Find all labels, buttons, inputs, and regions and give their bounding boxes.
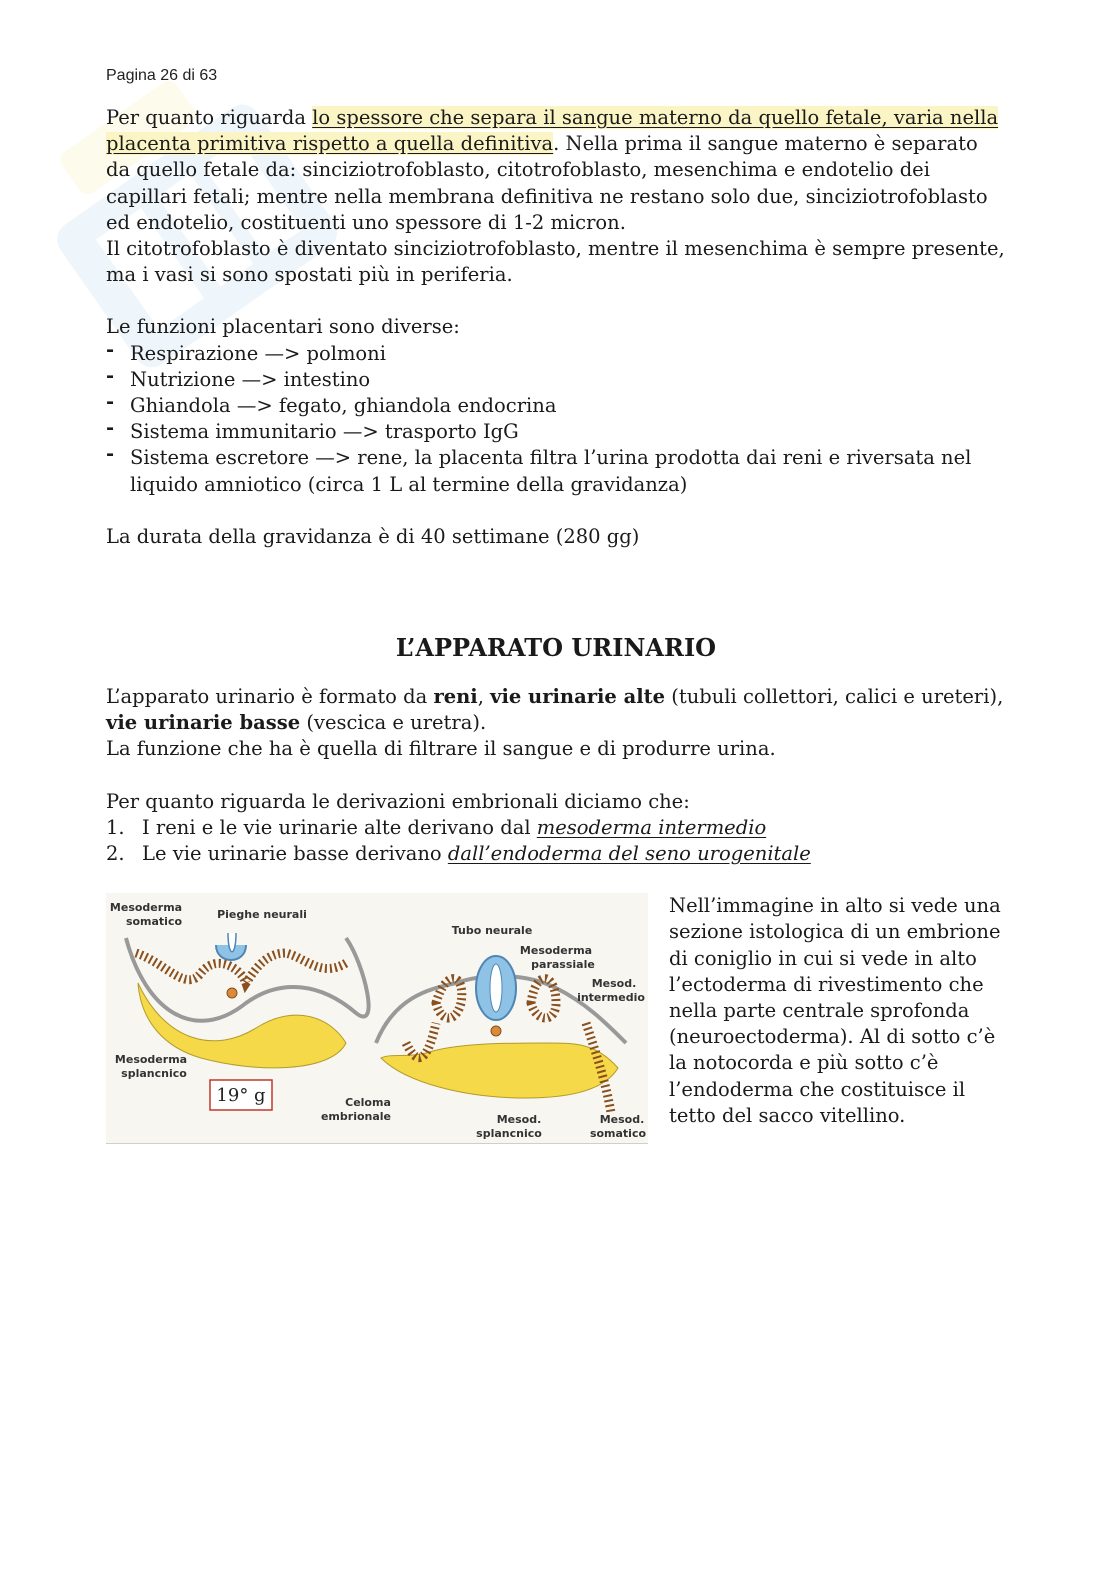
paragraph-urinary-composition: L’apparato urinario è formato da reni, vie urinarie alte (tubuli collettori, calici e ureteri), vie urinarie basse (vescica e uretra). bbox=[106, 685, 1004, 735]
derivations-intro: Per quanto riguarda le derivazioni embrionali diciamo che: bbox=[106, 789, 690, 813]
svg-text:Mesod.: Mesod. bbox=[591, 977, 637, 991]
svg-text:embrionale: embrionale bbox=[320, 1110, 392, 1124]
paragraph-citotrofoblasto: Il citotrofoblasto è diventato sinciziotrofoblasto, mentre il mesenchima è sempre presente, ma i vasi si sono spostati più in periferia. bbox=[106, 237, 1005, 287]
svg-text:Mesoderma: Mesoderma bbox=[109, 901, 183, 915]
svg-text:splancnico: splancnico bbox=[121, 1067, 187, 1081]
paragraph-urinary-function: La funzione che ha è quella di filtrare il sangue e di produrre urina. bbox=[106, 737, 776, 761]
list-item: - Sistema immunitario —> trasporto IgG bbox=[106, 419, 1006, 445]
document-body bbox=[106, 105, 1006, 1153]
svg-text:Mesoderma: Mesoderma bbox=[519, 944, 593, 958]
underlined-phrase: lo spessore che separa il sangue materno da quello fetale, varia nella placenta primitiva rispetto a quella definitiva bbox=[106, 106, 999, 156]
list-item: - Sistema escretore —> rene, la placenta filtra l’urina prodotta dai reni e riversata nel liquido amniotico (circa 1 L al termine della gravidanza) bbox=[106, 445, 1006, 497]
paragraph-placenta-thickness: Per quanto riguarda lo spessore che separa il sangue materno da quello fetale, varia nella placenta primitiva rispetto a quella definitiva. Nella prima il sangue materno è separato da quello fetale da: sinciziotrofoblasto, citotrofoblasto, mesenchima e endotelio dei capillari fetali; mentre nella membrana definitiva ne restano solo due, sinciziotrofoblasto ed endotelio, costituenti uno spessore di 1-2 micron. bbox=[106, 106, 999, 234]
functions-intro: Le funzioni placentari sono diverse: bbox=[106, 315, 460, 339]
right-embryo-illustration bbox=[376, 956, 626, 1113]
svg-text:Mesod.: Mesod. bbox=[599, 1113, 645, 1127]
left-embryo-illustration bbox=[126, 933, 369, 1110]
pregnancy-duration: La durata della gravidanza è di 40 settimane (280 gg) bbox=[106, 524, 640, 548]
list-item: - Ghiandola —> fegato, ghiandola endocrina bbox=[106, 393, 1006, 419]
embryo-diagram bbox=[106, 893, 648, 1143]
page-number-label: Pagina 26 di 63 bbox=[106, 67, 218, 84]
svg-text:Celoma: Celoma bbox=[345, 1096, 391, 1110]
svg-text:parassiale: parassiale bbox=[531, 958, 595, 972]
derivations-list bbox=[106, 815, 1006, 867]
svg-text:Mesoderma: Mesoderma bbox=[114, 1053, 188, 1067]
svg-text:splancnico: splancnico bbox=[476, 1127, 542, 1141]
list-item: 1. I reni e le vie urinarie alte derivano dal mesoderma intermedio bbox=[106, 815, 767, 839]
svg-text:Pieghe neurali: Pieghe neurali bbox=[217, 908, 307, 922]
svg-text:Mesod.: Mesod. bbox=[496, 1113, 542, 1127]
list-item: 2. Le vie urinarie basse derivano dall’endoderma del seno urogenitale bbox=[106, 842, 811, 866]
figure-section bbox=[106, 893, 1006, 1153]
svg-text:somatico: somatico bbox=[589, 1127, 647, 1141]
svg-text:somatico: somatico bbox=[125, 915, 183, 929]
embryo-section-figure bbox=[106, 893, 648, 1144]
functions-list bbox=[106, 341, 1006, 498]
svg-text:Tubo neurale: Tubo neurale bbox=[451, 924, 533, 938]
section-title: L’APPARATO URINARIO bbox=[395, 633, 717, 663]
figure-caption: Nell’immagine in alto si vede una sezione istologica di un embrione di coniglio in cui si vede in alto l’ectoderma di rivestimento che nella parte centrale sprofonda (neuroectoderma). Al di sotto c’è la notocorda e più sotto c’è l’endoderma che costituisce il tetto del sacco vitellino. bbox=[669, 894, 1001, 1127]
svg-text:intermedio: intermedio bbox=[577, 991, 645, 1005]
list-item: - Respirazione —> polmoni bbox=[106, 341, 1006, 367]
list-item: - Nutrizione —> intestino bbox=[106, 367, 1006, 393]
day-label: 19° g bbox=[216, 1085, 266, 1107]
